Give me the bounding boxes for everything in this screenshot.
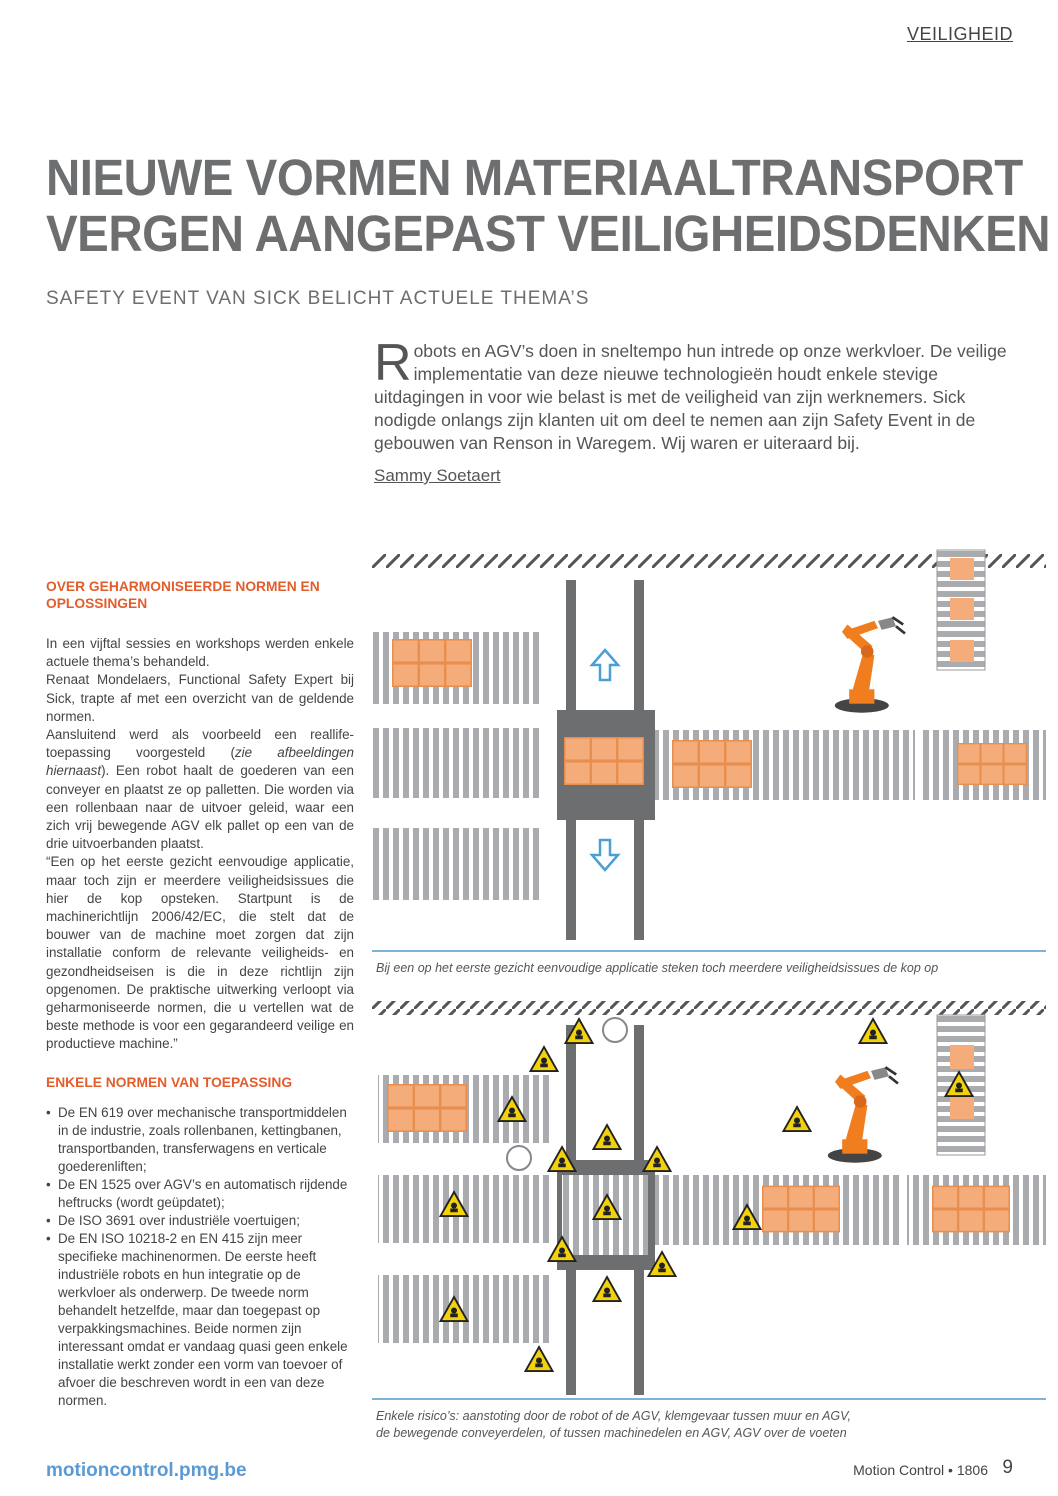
conveyor-3	[372, 828, 542, 900]
section-heading-toepassing: ENKELE NORMEN VAN TOEPASSING	[46, 1074, 293, 1090]
body-quote: “Een op het eerste gezicht eenvoudige applicatie, maar toch zijn er meerdere veiligheidsissues die hier de kop opsteken. Startpunt is de machinerichtlijn 2006/42/EC, die stelt dat de bouwer van de machine moet zorgen dat zijn installatie conform de relevante veiligheids- en gezondheidseisen is die in deze richtlijn zijn opgenomen. De praktische uitwerking verloopt via geharmoniseerde normen, die u vertellen wat de beste methode is voor een gegarandeerd veilige en productieve machine.”	[46, 854, 354, 1052]
body-paragraph: Aansluitend werd als voorbeeld een reallife-toepassing voorgesteld (zie afbeeldingen hiernaast). Een robot haalt de goederen van een conveyer en plaatst ze op palletten. Die worden via een rollenbaan naar de uitvoer geleid, waar een zich vrij bewegende AGV elk pallet op een van de drie uitvoerbanden plaatst.	[46, 727, 354, 852]
list-item: • De EN 619 over mechanische transportmiddelen in de industrie, zoals rollenbanen, kettingbanen, transportbanden, transferwagens en verticale goederenliften;	[46, 1104, 354, 1176]
article-body	[46, 578, 354, 1410]
list-item: • De ISO 3691 over industriële voertuigen;	[46, 1212, 354, 1230]
arrow-up-icon	[592, 650, 618, 680]
warning-icon	[594, 1277, 621, 1301]
robot-arm	[828, 1067, 898, 1162]
warning-icon	[784, 1107, 811, 1131]
figure-reference: zie afbeeldingen hiernaast	[46, 745, 354, 779]
conveyor-2	[372, 728, 542, 798]
warning-icon	[594, 1125, 621, 1149]
pallet	[392, 639, 472, 687]
section-heading-normen: OVER GEHARMONISEERDE NORMEN EN OPLOSSINGEN	[46, 579, 320, 611]
list-item: • De EN 1525 over AGV’s en automatisch rijdende heftrucks (wordt geüpdatet);	[46, 1176, 354, 1212]
arrow-down-icon	[592, 840, 618, 870]
headline	[46, 149, 1051, 262]
warning-icon	[860, 1019, 887, 1043]
footer-website-link[interactable]: motioncontrol.pmg.be	[46, 1460, 247, 1481]
figure-caption-1: Bij een op het eerste gezicht eenvoudige applicatie steken toch meerdere veiligheidsissues de kop op	[376, 961, 939, 975]
body-paragraph: Renaat Mondelaers, Functional Safety Expert bij Sick, trapte af met een overzicht van de geldende normen.	[46, 672, 354, 724]
figure-caption-2: Enkele risico’s: aanstoting door de robot of de AGV, klemgevaar tussen muur en AGV, de bewegende conveyerdelen, of tussen machinedelen en AGV, AGV over de voeten	[376, 1409, 852, 1440]
layout-diagram-risks	[372, 995, 1046, 1397]
page-number: 9	[1002, 1457, 1013, 1478]
intro-paragraph	[374, 334, 1014, 455]
caption-rule	[372, 950, 1046, 952]
caption-rule	[372, 1398, 1046, 1400]
intro-text: obots en AGV’s doen in sneltempo hun intrede op onze werkvloer. De veilige implementatie van deze nieuwe technologieën houdt enkele stevige uitdagingen in voor wie belast is met de veiligheid van zijn werknemers. Sick nodigde onlangs zijn klanten uit om deel te nemen aan zijn Safety Event in de gebouwen van Renson in Waregem. Wij waren er uiteraard bij.	[374, 341, 1007, 453]
norms-list	[46, 1104, 354, 1410]
warning-icon	[531, 1047, 558, 1071]
wall-hatching	[372, 1001, 1046, 1015]
section-tag[interactable]: VEILIGHEID	[906, 24, 1013, 44]
body-paragraph: In een vijftal sessies en workshops werden enkele actuele thema’s behandeld.	[46, 636, 354, 670]
headline-line-1: NIEUWE VORMEN MATERIAALTRANSPORT	[46, 149, 1023, 206]
footer-magazine-issue: Motion Control • 1806	[853, 1462, 988, 1478]
headline-line-2: VERGEN AANGEPAST VEILIGHEIDSDENKEN	[46, 205, 1051, 262]
drop-cap: R	[374, 334, 412, 392]
layout-diagram-plain	[372, 540, 1046, 950]
robot-arm	[835, 617, 905, 712]
warning-icon	[644, 1147, 671, 1171]
subtitle: SAFETY EVENT VAN SICK BELICHT ACTUELE THEMA’S	[46, 288, 590, 309]
list-item: • De EN ISO 10218-2 en EN 415 zijn meer specifieke machinenormen. De eerste heeft industriële robots en hun integratie op de werkvloer als onderwerp. De tweede norm behandelt hetzelfde, maar dan toegepast op verpakkingsmachines. Beide normen zijn interessant omdat er vandaag quasi geen enkele installatie werkt zonder een vorm van toevoer of afvoer die beschreven wordt in een van deze normen.	[46, 1230, 354, 1410]
author-link[interactable]: Sammy Soetaert	[374, 466, 501, 485]
warning-icon	[526, 1347, 553, 1371]
